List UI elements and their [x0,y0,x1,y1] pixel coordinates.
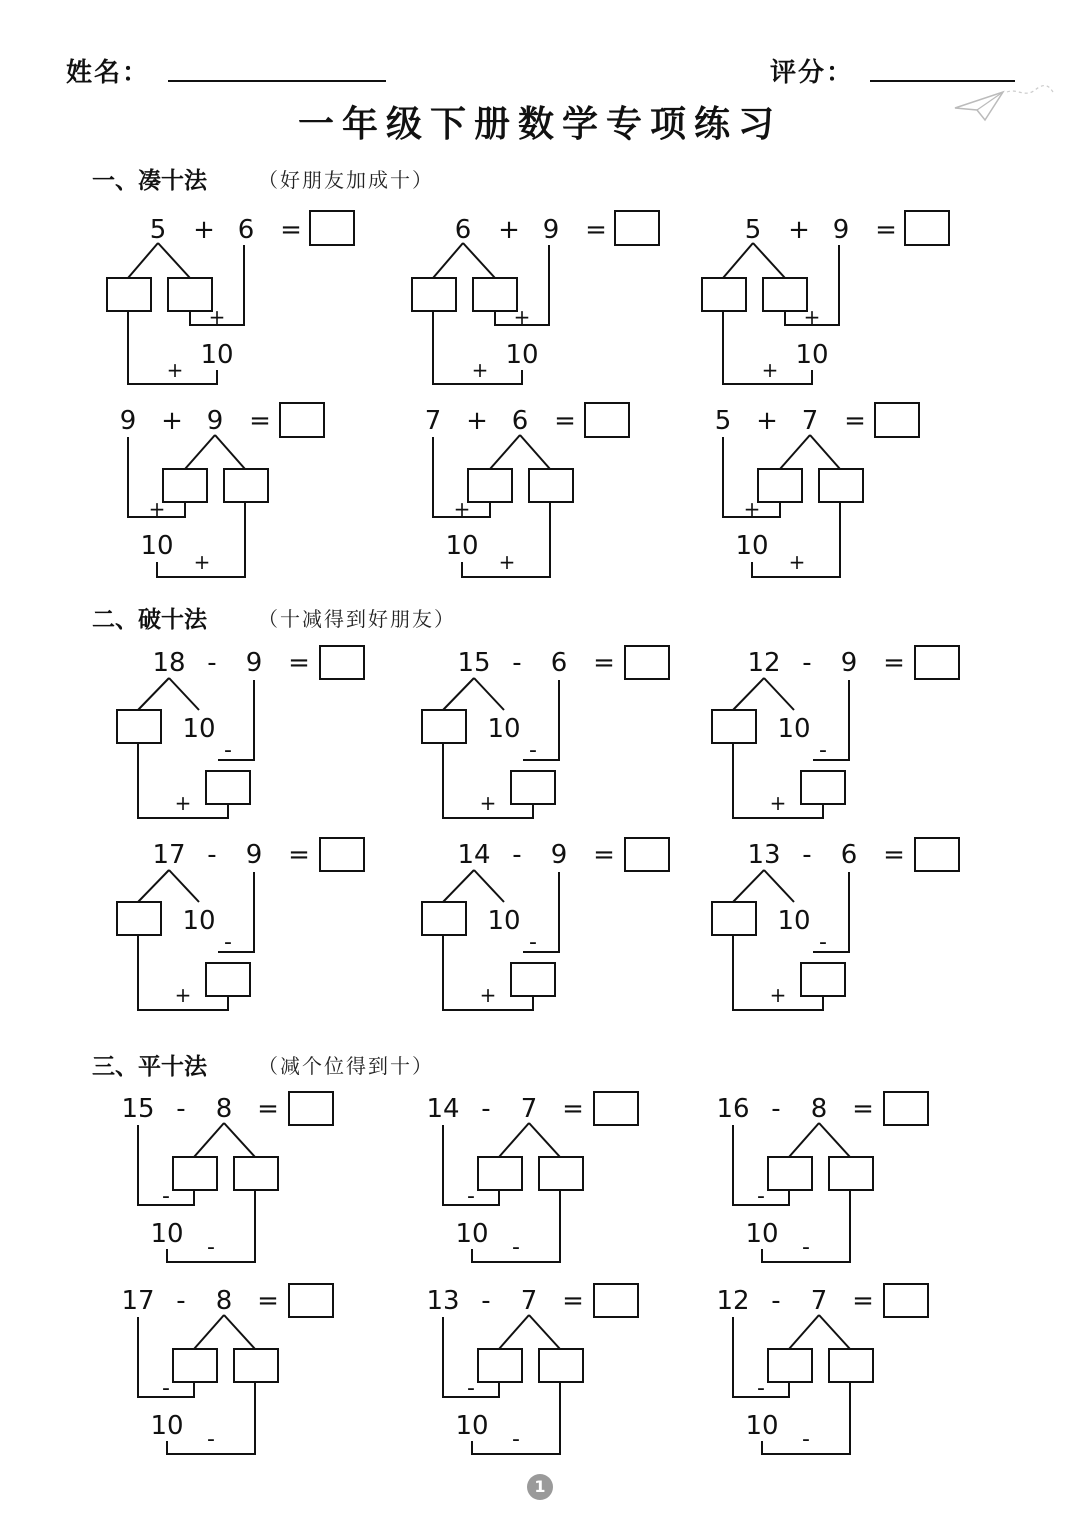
first-number: 13 [426,1286,460,1316]
connector-line [819,1315,850,1349]
ten-label: 10 [455,1219,489,1249]
second-number: 6 [840,840,858,870]
problem-2-6 [712,838,959,1010]
plus-sign: + [769,983,787,1007]
connector-line [443,870,474,902]
minus-sign: - [529,930,537,955]
connector-line [138,678,169,710]
ten-label: 10 [505,340,539,370]
plus-sign: + [803,305,821,329]
operator: + [466,406,488,436]
connector-line [723,243,753,278]
first-number: 14 [426,1094,460,1124]
result-box[interactable] [884,1284,928,1317]
connector-line [753,243,785,278]
score-label: 评分： [770,58,855,88]
minus-sign: - [162,1184,170,1209]
first-number: 15 [121,1094,155,1124]
operator: - [512,648,522,678]
split-box-right[interactable] [539,1157,583,1190]
result-box[interactable] [289,1284,333,1317]
equals-sign: = [257,1286,279,1316]
connector-line [474,678,504,710]
difference-box[interactable] [511,963,555,996]
problem-2-5 [422,838,669,1010]
problem-2-1 [117,646,364,818]
first-number: 17 [152,840,186,870]
page-number-badge: 1 [527,1474,553,1500]
equals-sign: = [562,1286,584,1316]
result-box[interactable] [625,838,669,871]
first-number: 15 [457,648,491,678]
name-label: 姓名： [66,58,151,88]
equals-sign: = [249,406,271,436]
difference-box[interactable] [206,963,250,996]
result-box[interactable] [320,646,364,679]
equals-sign: = [844,406,866,436]
result-box[interactable] [625,646,669,679]
second-number: 9 [542,215,560,245]
operator: - [481,1286,491,1316]
connector-line [158,243,190,278]
split-box-left[interactable] [702,278,746,311]
section-1-title: 一、凑十法 [92,168,207,194]
operator: - [771,1094,781,1124]
first-number: 16 [716,1094,750,1124]
connector-line [443,678,474,710]
operator: - [512,840,522,870]
equals-sign: = [585,215,607,245]
ten-label: 10 [777,714,811,744]
split-box-right[interactable] [819,469,863,502]
first-number: 13 [747,840,781,870]
minus-sign: - [162,1376,170,1401]
split-box-right[interactable] [168,278,212,311]
ten-label: 10 [487,714,521,744]
operator: + [161,406,183,436]
split-box-left[interactable] [422,902,466,935]
ten-label: 10 [140,531,174,561]
plus-sign: + [471,358,489,382]
split-box-left[interactable] [412,278,456,311]
second-number: 6 [511,406,529,436]
connector-line [224,1123,255,1157]
difference-box[interactable] [801,963,845,996]
first-number: 12 [716,1286,750,1316]
equals-sign: = [852,1286,874,1316]
second-number: 9 [840,648,858,678]
problem-3-4 [121,1284,333,1454]
split-box-left[interactable] [478,1157,522,1190]
first-number: 17 [121,1286,155,1316]
minus-sign: - [757,1376,765,1401]
ten-label: 10 [150,1219,184,1249]
equals-sign: = [257,1094,279,1124]
split-box-right[interactable] [529,469,573,502]
connector-line [499,1123,529,1157]
connector-line [185,435,215,469]
result-box[interactable] [905,211,949,245]
connector-line [474,870,504,902]
problem-1-3 [702,211,949,384]
connector-line [733,678,764,710]
result-box[interactable] [884,1092,928,1125]
second-number: 8 [215,1094,233,1124]
section-2-subtitle: （十减得到好朋友） [258,607,456,631]
minus-sign: - [207,1235,215,1260]
difference-box[interactable] [206,771,250,804]
minus-sign: - [224,930,232,955]
connector-line [463,243,495,278]
second-number: 6 [550,648,568,678]
first-number: 6 [454,215,472,245]
operator: + [756,406,778,436]
problem-1-4 [120,403,324,577]
first-number: 12 [747,648,781,678]
split-box-left[interactable] [107,278,151,311]
operator: + [193,215,215,245]
ten-label: 10 [745,1411,779,1441]
second-number: 8 [810,1094,828,1124]
second-number: 6 [237,215,255,245]
connector-line [169,678,199,710]
equals-sign: = [554,406,576,436]
ten-label: 10 [182,906,216,936]
problem-1-6 [715,403,919,577]
split-box-right[interactable] [224,469,268,502]
problem-2-3 [712,646,959,818]
section-1-subtitle: （好朋友加成十） [258,168,434,192]
problem-3-2 [426,1092,638,1262]
section-2-title: 二、破十法 [92,607,207,633]
split-box-left[interactable] [163,469,207,502]
result-box[interactable] [280,403,324,437]
split-box-right[interactable] [234,1349,278,1382]
split-box-left[interactable] [422,710,466,743]
result-box[interactable] [585,403,629,437]
plus-sign: + [453,497,471,521]
plus-sign: + [479,983,497,1007]
problem-1-5 [425,403,629,577]
plus-sign: + [174,983,192,1007]
ten-label: 10 [795,340,829,370]
split-box-right[interactable] [539,1349,583,1382]
result-box[interactable] [875,403,919,437]
section-3-subtitle: （减个位得到十） [258,1054,434,1078]
connector-line [529,1123,560,1157]
operator: - [176,1094,186,1124]
operator: - [802,840,812,870]
ten-label: 10 [777,906,811,936]
connector-line [789,1123,819,1157]
result-box[interactable] [915,838,959,871]
ten-label: 10 [745,1219,779,1249]
first-number: 14 [457,840,491,870]
equals-sign: = [288,840,310,870]
split-box-left[interactable] [758,469,802,502]
split-box-right[interactable] [829,1157,873,1190]
first-number: 9 [119,406,137,436]
problem-3-3 [716,1092,928,1262]
result-box[interactable] [594,1092,638,1125]
first-number: 5 [149,215,167,245]
split-box-left[interactable] [117,710,161,743]
result-box[interactable] [594,1284,638,1317]
second-number: 8 [215,1286,233,1316]
minus-sign: - [802,1235,810,1260]
operator: - [771,1286,781,1316]
ten-label: 10 [200,340,234,370]
connector-line [128,243,158,278]
equals-sign: = [288,648,310,678]
split-box-left[interactable] [117,902,161,935]
ten-label: 10 [150,1411,184,1441]
split-box-right[interactable] [473,278,517,311]
split-box-right[interactable] [234,1157,278,1190]
ten-label: 10 [735,531,769,561]
plus-sign: + [193,550,211,574]
equals-sign: = [852,1094,874,1124]
connector-line [789,1315,819,1349]
split-box-left[interactable] [712,902,756,935]
minus-sign: - [512,1235,520,1260]
first-number: 7 [424,406,442,436]
operator: - [802,648,812,678]
split-box-left[interactable] [768,1157,812,1190]
second-number: 9 [832,215,850,245]
minus-sign: - [467,1184,475,1209]
connector-line [764,870,794,902]
equals-sign: = [593,648,615,678]
problem-3-6 [716,1284,928,1454]
minus-sign: - [207,1427,215,1452]
second-number: 9 [245,840,263,870]
split-box-right[interactable] [763,278,807,311]
second-number: 7 [520,1286,538,1316]
second-number: 9 [206,406,224,436]
connector-line [490,435,520,469]
plus-sign: + [761,358,779,382]
second-number: 9 [550,840,568,870]
plus-sign: + [788,550,806,574]
result-box[interactable] [310,211,354,245]
plus-sign: + [479,791,497,815]
connector-line [764,678,794,710]
result-box[interactable] [915,646,959,679]
split-box-left[interactable] [478,1349,522,1382]
operator: + [788,215,810,245]
connector-line [138,870,169,902]
second-number: 7 [810,1286,828,1316]
connector-line [215,435,245,469]
connector-line [529,1315,560,1349]
first-number: 5 [714,406,732,436]
plus-sign: + [148,497,166,521]
connector-line [810,435,840,469]
difference-box[interactable] [801,771,845,804]
operator: - [207,840,217,870]
equals-sign: = [593,840,615,870]
first-number: 5 [744,215,762,245]
plus-sign: + [513,305,531,329]
connector-line [733,870,764,902]
problem-3-1 [121,1092,333,1262]
plus-sign: + [174,791,192,815]
minus-sign: - [467,1376,475,1401]
split-box-left[interactable] [173,1157,217,1190]
minus-sign: - [224,738,232,763]
ten-label: 10 [455,1411,489,1441]
connector-line [224,1315,255,1349]
connector-line [194,1315,224,1349]
minus-sign: - [529,738,537,763]
split-box-right[interactable] [829,1349,873,1382]
split-box-left[interactable] [468,469,512,502]
equals-sign: = [883,840,905,870]
problem-3-5 [426,1284,638,1454]
problem-2-2 [422,646,669,818]
minus-sign: - [802,1427,810,1452]
operator: - [176,1286,186,1316]
plus-sign: + [498,550,516,574]
first-number: 18 [152,648,186,678]
connector-line [499,1315,529,1349]
second-number: 7 [801,406,819,436]
connector-line [780,435,810,469]
page-title: 一年级下册数学专项练习 [297,103,782,145]
connector-line [819,1123,850,1157]
problem-2-4 [117,838,364,1010]
plus-sign: + [166,358,184,382]
result-box[interactable] [289,1092,333,1125]
connector-line [169,870,199,902]
equals-sign: = [562,1094,584,1124]
problem-1-1 [107,211,354,384]
result-box[interactable] [615,211,659,245]
connector-line [520,435,550,469]
operator: - [481,1094,491,1124]
split-box-left[interactable] [173,1349,217,1382]
minus-sign: - [512,1427,520,1452]
equals-sign: = [280,215,302,245]
problem-1-2 [412,211,659,384]
connector-line [433,243,463,278]
minus-sign: - [757,1184,765,1209]
split-box-left[interactable] [768,1349,812,1382]
section-3-title: 三、平十法 [92,1054,207,1080]
equals-sign: = [875,215,897,245]
second-number: 9 [245,648,263,678]
equals-sign: = [883,648,905,678]
second-number: 7 [520,1094,538,1124]
ten-label: 10 [182,714,216,744]
plus-sign: + [769,791,787,815]
difference-box[interactable] [511,771,555,804]
minus-sign: - [819,930,827,955]
plus-sign: + [208,305,226,329]
result-box[interactable] [320,838,364,871]
plus-sign: + [743,497,761,521]
connector-line [194,1123,224,1157]
ten-label: 10 [445,531,479,561]
operator: - [207,648,217,678]
ten-label: 10 [487,906,521,936]
operator: + [498,215,520,245]
split-box-left[interactable] [712,710,756,743]
minus-sign: - [819,738,827,763]
